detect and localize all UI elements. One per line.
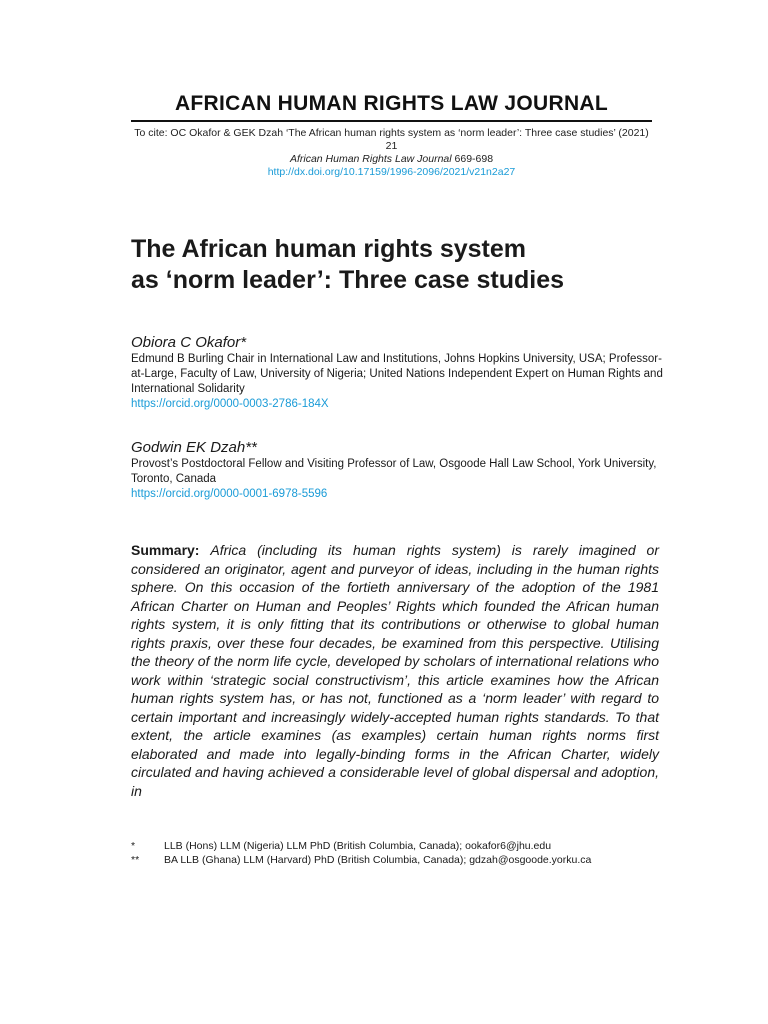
author-block <box>131 438 671 502</box>
header-rule <box>131 120 652 122</box>
footnote <box>131 840 659 853</box>
doi-link[interactable]: http://dx.doi.org/10.17159/1996-2096/2021/v21n2a27 <box>267 166 516 178</box>
summary <box>131 541 659 800</box>
author-affiliation: Edmund B Burling Chair in International Law and Institutions, Johns Hopkins University, USA; Professor-at-Large, Faculty of Law, University of Nigeria; United Nations Independent Expert on Human Rights and International Solidarity <box>131 353 663 395</box>
journal-header <box>131 90 652 122</box>
author-orcid-link[interactable]: https://orcid.org/0000-0003-2786-184X <box>131 398 329 410</box>
citation-journal: African Human Rights Law Journal <box>289 153 452 165</box>
author-block <box>131 333 671 412</box>
footnote-mark: ** <box>131 854 140 866</box>
summary-label: Summary: <box>131 542 200 558</box>
author-affiliation: Provost’s Postdoctoral Fellow and Visiting Professor of Law, Osgoode Hall Law School, York University, Toronto, Canada <box>131 458 657 485</box>
journal-title: AFRICAN HUMAN RIGHTS LAW JOURNAL <box>174 92 609 115</box>
citation-block <box>131 127 652 179</box>
article-title <box>131 234 691 296</box>
footnote-mark: * <box>131 840 136 852</box>
author-orcid-link[interactable]: https://orcid.org/0000-0001-6978-5596 <box>131 488 328 500</box>
author-name: Godwin EK Dzah** <box>131 439 257 456</box>
footnote <box>131 854 659 867</box>
author-name: Obiora C Okafor* <box>131 334 247 351</box>
summary-text: Africa (including its human rights system) is rarely imagined or considered an originator, agent and purveyor of ideas, including in the human rights sphere. On this occasion of the fortieth anniversary of the adoption of the 1981 African Charter on Human and Peoples’ Rights which founded the African human rights system, it is only fitting that its contributions or otherwise to global human rights praxis, over these four decades, be examined from this perspective. Utilising the theory of the norm life cycle, developed by scholars of international relations who work within ‘strategic social constructivism’, this article examines how the African human rights system has, or has not, functioned as a ‘norm leader’ with regard to certain important and increasingly widely-accepted human rights standards. To that extent, the article examines (as examples) certain human rights norms first elaborated and made into legally-binding forms in the African Charter, widely circulated and having achieved a considerable level of global dispersal and adoption, in <box>131 542 660 799</box>
footnotes <box>131 840 659 868</box>
article-title-line-2: as ‘norm leader’: Three case studies <box>131 266 565 294</box>
article-title-line-1: The African human rights system <box>131 235 526 263</box>
citation-pages: 669-698 <box>451 153 494 165</box>
footnote-text: LLB (Hons) LLM (Nigeria) LLM PhD (British Columbia, Canada); ookafor6@jhu.edu <box>164 840 552 852</box>
citation-text: To cite: OC Okafor & GEK Dzah ‘The African human rights system as ‘norm leader’: Three case studies’ (2021) 21 <box>134 127 649 152</box>
citation-source <box>131 153 652 166</box>
footnote-text: BA LLB (Ghana) LLM (Harvard) PhD (British Columbia, Canada); gdzah@osgoode.yorku.ca <box>164 854 592 866</box>
